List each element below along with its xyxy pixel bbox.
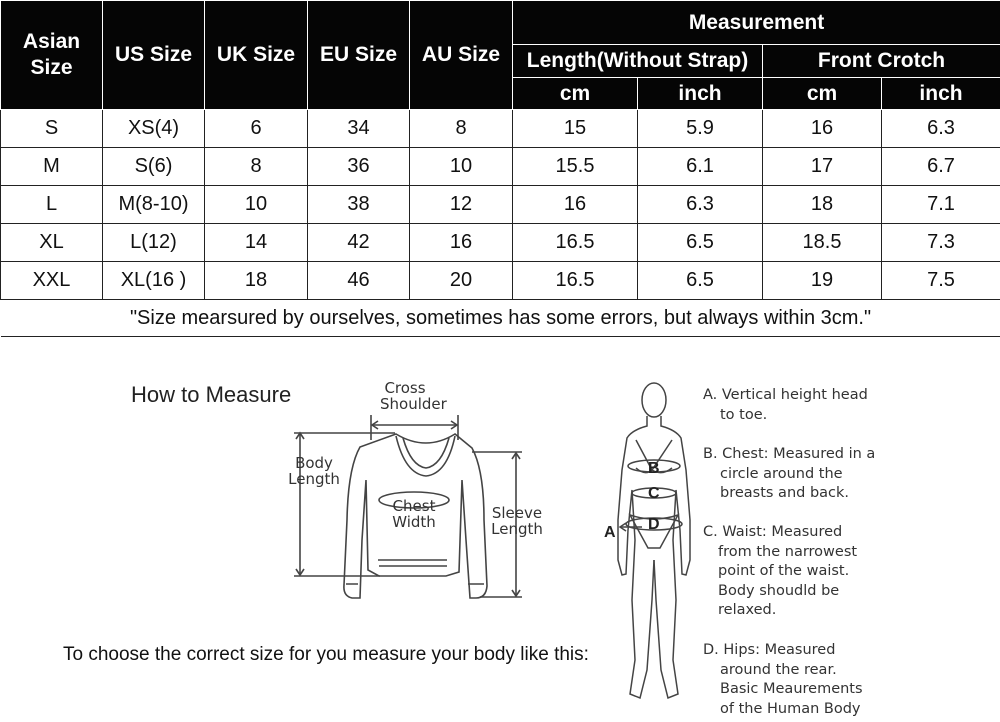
cell-asian: L (1, 186, 103, 224)
cell-length-cm: 16 (513, 186, 638, 224)
description-c-line2: from the narrowest (718, 543, 858, 560)
header-uk-size: UK Size (205, 1, 308, 110)
cell-us: L(12) (103, 224, 205, 262)
sleeve-length-label-line2: Length (491, 520, 543, 538)
description-b-line3: breasts and back. (720, 485, 850, 501)
description-d-line1: D. Hips: Measured (703, 642, 836, 658)
header-au-size: AU Size (410, 1, 513, 110)
cell-us: M(8-10) (103, 186, 205, 224)
cell-uk: 10 (205, 186, 308, 224)
header-us-size: US Size (103, 1, 205, 110)
cell-au: 10 (410, 148, 513, 186)
cell-eu: 46 (308, 262, 410, 300)
cell-length-inch: 6.1 (638, 148, 763, 186)
header-front-crotch: Front Crotch (763, 45, 1000, 78)
letter-b: B (648, 460, 660, 477)
choose-size-instruction: To choose the correct size for you measure your body like this: (63, 644, 589, 665)
header-asian-size: Asian Size (1, 1, 103, 110)
cell-uk: 8 (205, 148, 308, 186)
cell-asian: XL (1, 224, 103, 262)
cell-us: XS(4) (103, 110, 205, 148)
chest-width-label-line1: Chest (392, 497, 436, 515)
description-a (703, 386, 868, 425)
cell-length-cm: 15 (513, 110, 638, 148)
cell-uk: 6 (205, 110, 308, 148)
description-d-line3: Basic Meaurements (720, 681, 863, 697)
cell-crotch-inch: 7.1 (882, 186, 1000, 224)
body-length-label (288, 455, 340, 487)
cell-crotch-inch: 7.5 (882, 262, 1000, 300)
cross-shoulder-label-line2: Shoulder (380, 395, 447, 413)
description-d-line2: around the rear. (720, 661, 837, 678)
cell-au: 8 (410, 110, 513, 148)
cell-au: 20 (410, 262, 513, 300)
description-a-line1: A. Vertical height head (703, 387, 868, 403)
description-b-line1: B. Chest: Measured in a (703, 446, 876, 462)
sleeve-length-label-line1: Sleeve (491, 504, 543, 522)
letter-c: C (648, 485, 660, 502)
chest-width-label-line2: Width (392, 513, 436, 531)
cell-au: 12 (410, 186, 513, 224)
header-eu-size: EU Size (308, 1, 410, 110)
cell-length-inch: 6.5 (638, 262, 763, 300)
cell-asian: XXL (1, 262, 103, 300)
cell-crotch-cm: 18 (763, 186, 882, 224)
cross-shoulder-label-line1: Cross (384, 379, 426, 397)
cell-eu: 38 (308, 186, 410, 224)
cell-uk: 18 (205, 262, 308, 300)
description-d-line4: of the Human Body (720, 700, 861, 717)
human-body-figure (618, 383, 690, 698)
cell-crotch-cm: 16 (763, 110, 882, 148)
cell-uk: 14 (205, 224, 308, 262)
cell-us: XL(16 ) (103, 262, 205, 300)
cell-crotch-cm: 18.5 (763, 224, 882, 262)
cell-eu: 42 (308, 224, 410, 262)
description-c-line1: C. Waist: Measured (703, 524, 843, 540)
cell-crotch-cm: 17 (763, 148, 882, 186)
size-note: "Size mearsured by ourselves, sometimes has some errors, but always within 3cm." (1, 300, 1000, 337)
cell-us: S(6) (103, 148, 205, 186)
cell-length-cm: 16.5 (513, 224, 638, 262)
cell-crotch-inch: 6.3 (882, 110, 1000, 148)
cell-length-inch: 6.5 (638, 224, 763, 262)
description-b (703, 445, 875, 504)
header-length-cm: cm (513, 78, 638, 110)
letter-a: A (604, 524, 616, 541)
cell-eu: 34 (308, 110, 410, 148)
cell-length-inch: 5.9 (638, 110, 763, 148)
cell-asian: S (1, 110, 103, 148)
description-d (703, 641, 863, 719)
body-length-label-line1: Body (295, 454, 333, 472)
description-c-line4: Body shoudld be (718, 582, 840, 599)
cell-asian: M (1, 148, 103, 186)
cell-crotch-cm: 19 (763, 262, 882, 300)
header-length: Length(Without Strap) (513, 45, 763, 78)
header-length-inch: inch (638, 78, 763, 110)
cell-eu: 36 (308, 148, 410, 186)
letter-d: D (648, 516, 660, 533)
description-c (703, 523, 857, 621)
cell-length-cm: 15.5 (513, 148, 638, 186)
description-c-line3: point of the waist. (718, 563, 850, 579)
cell-length-inch: 6.3 (638, 186, 763, 224)
cell-length-cm: 16.5 (513, 262, 638, 300)
cell-au: 16 (410, 224, 513, 262)
header-crotch-inch: inch (882, 78, 1000, 110)
description-c-line5: relaxed. (718, 602, 777, 618)
description-a-line2: to toe. (720, 406, 768, 423)
description-b-line2: circle around the (720, 465, 843, 482)
sleeve-length-label (490, 505, 544, 537)
chest-width-label (390, 498, 438, 530)
header-crotch-cm: cm (763, 78, 882, 110)
how-to-measure-title: How to Measure (131, 382, 292, 407)
cross-shoulder-label (380, 379, 447, 413)
cell-crotch-inch: 7.3 (882, 224, 1000, 262)
body-length-label-line2: Length (288, 470, 340, 488)
header-measurement: Measurement (513, 1, 1000, 45)
cell-crotch-inch: 6.7 (882, 148, 1000, 186)
